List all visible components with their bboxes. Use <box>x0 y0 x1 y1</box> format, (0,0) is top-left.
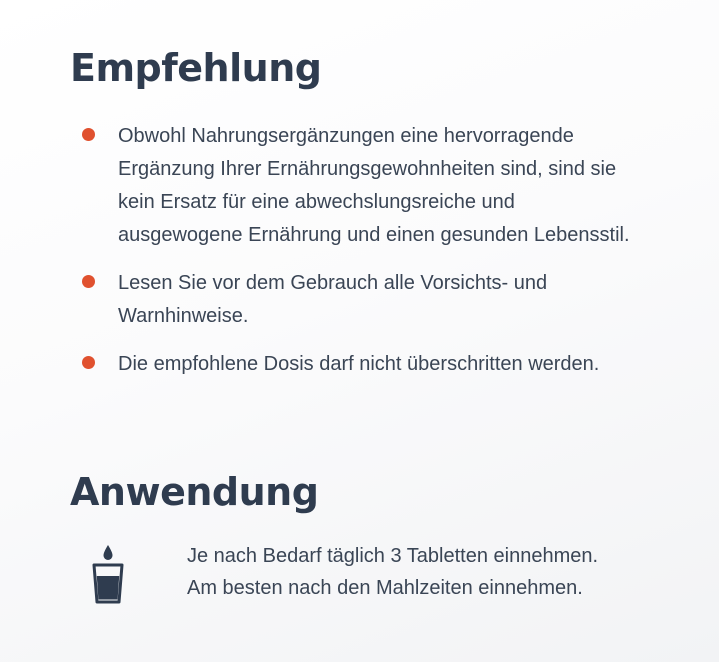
bullet-dot-icon <box>82 356 95 369</box>
list-item-text: Lesen Sie vor dem Gebrauch alle Vorsichts- und Warnhinweise. <box>118 272 548 327</box>
bullet-dot-icon <box>82 128 95 141</box>
usage-line: Am besten nach den Mahlzeiten einnehmen. <box>187 577 583 599</box>
list-item-text: Die empfohlene Dosis darf nicht überschritten werden. <box>118 353 600 375</box>
list-item <box>80 120 680 252</box>
bullet-dot-icon <box>82 275 95 288</box>
list-item-text: Obwohl Nahrungsergänzungen eine hervorragende Ergänzung Ihrer Ernährungsgewohnheiten sind, sind sie kein Ersatz für eine abwechslungsreiche und ausgewogene Ernährung und einen gesunden Lebensstil. <box>118 125 630 246</box>
list-item <box>80 348 680 381</box>
water-glass-icon <box>88 543 128 605</box>
usage-text <box>187 540 598 604</box>
section-title-anwendung: Anwendung <box>70 470 319 514</box>
usage-line: Je nach Bedarf täglich 3 Tabletten einnehmen. <box>187 545 599 567</box>
list-item <box>80 267 680 333</box>
recommendation-list <box>80 120 680 396</box>
section-title-empfehlung: Empfehlung <box>70 46 322 90</box>
usage-instructions <box>88 540 688 620</box>
